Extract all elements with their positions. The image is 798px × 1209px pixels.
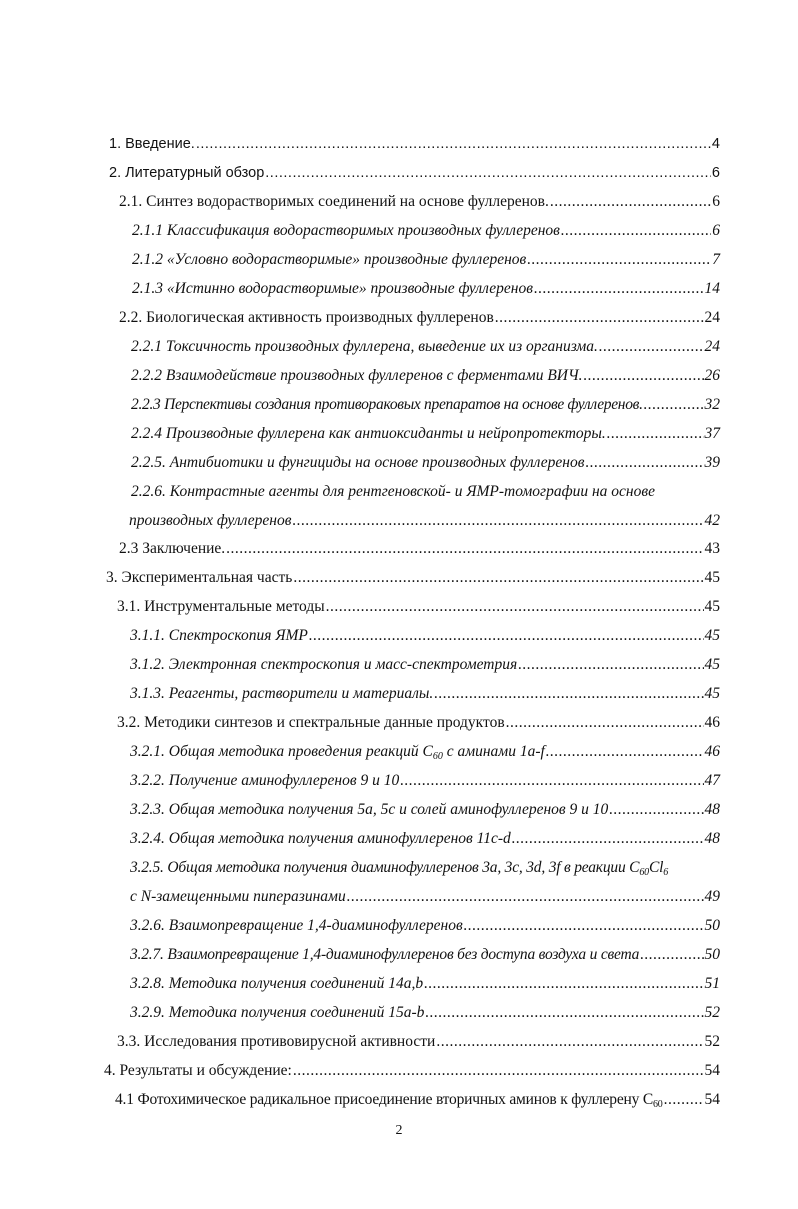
- toc-entry-page: 45: [704, 656, 720, 673]
- dot-leader: [292, 511, 703, 531]
- toc-entry-3-2-2: [130, 761, 720, 791]
- toc-entry-page: 47: [704, 772, 720, 789]
- toc-entry-title-continued: производных фуллеренов: [129, 512, 292, 529]
- dot-leader: [347, 887, 704, 907]
- toc-entry-title: 2.1.2 «Условно водорастворимые» производные фуллеренов: [132, 251, 527, 268]
- dot-leader: [424, 974, 703, 994]
- toc-entry-2: [109, 153, 720, 183]
- toc-entry-page: 51: [704, 975, 720, 992]
- title-part: 3.2.1. Общая методика проведения реакций C: [130, 743, 433, 760]
- toc-entry-2-2-6-line1: [131, 472, 720, 502]
- toc-entry-title: 3.1.3. Реагенты, растворители и материалы.: [130, 685, 434, 702]
- dot-leader: [293, 568, 703, 588]
- subscript: 60: [652, 1099, 663, 1110]
- dot-leader: [506, 713, 704, 733]
- toc-entry-title: 2.2.5. Антибиотики и фунгициды на основе производных фуллеренов: [131, 454, 585, 471]
- toc-entry-4-1: [115, 1080, 720, 1110]
- dot-leader: [546, 742, 704, 762]
- toc-entry-3-2-5: [130, 877, 720, 907]
- toc-entry-page: 52: [704, 1033, 720, 1050]
- toc-entry-3-2-6: [130, 906, 720, 936]
- dot-leader: [585, 453, 703, 473]
- toc-entry-title: 3.1. Инструментальные методы: [117, 598, 325, 615]
- toc-entry-3: [106, 558, 720, 588]
- toc-entry-page: 24: [704, 309, 720, 326]
- dot-leader: [265, 163, 711, 183]
- subscript: 6: [663, 867, 668, 878]
- dot-leader: [664, 1090, 704, 1110]
- toc-entry-title: 3.2. Методики синтезов и спектральные данные продуктов: [117, 714, 505, 731]
- toc-entry-2-3: [119, 529, 720, 559]
- toc-entry-page: 14: [704, 280, 720, 297]
- dot-leader: [607, 424, 704, 444]
- dot-leader: [518, 655, 703, 675]
- toc-entry-title: [115, 1090, 663, 1110]
- toc-entry-2-2-5: [131, 443, 720, 473]
- toc-entry-2-2-3: [131, 385, 720, 415]
- dot-leader: [425, 1003, 703, 1023]
- toc-entry-title: 3.2.9. Методика получения соединений 15a-b: [130, 1004, 425, 1021]
- toc-entry-page: 42: [704, 512, 720, 529]
- toc-entry-1: [109, 124, 720, 154]
- toc-entry-2-2: [119, 298, 720, 328]
- toc-entry-title: 2.2.2 Взаимодействие производных фуллеренов с ферментами ВИЧ.: [131, 367, 583, 384]
- dot-leader: [534, 279, 704, 299]
- toc-entry-title: 2.2.4 Производные фуллерена как антиоксиданты и нейропротекторы.: [131, 425, 606, 442]
- toc-entry-page: 45: [704, 685, 720, 702]
- toc-entry-3-1-1: [130, 616, 720, 646]
- toc-entry-title: 2.1. Синтез водорастворимых соединений на основе фуллеренов.: [119, 193, 549, 210]
- toc-entry-title: [130, 742, 545, 762]
- toc-entry-3-2-8: [130, 964, 720, 994]
- toc-entry-title: 3. Экспериментальная часть: [106, 569, 293, 586]
- toc-entry-page: 43: [704, 540, 720, 557]
- toc-entry-title: 3.1.1. Спектроскопия ЯМР: [130, 627, 308, 644]
- toc-entry-page: 7: [712, 251, 720, 268]
- toc-entry-3-2-9: [130, 993, 720, 1023]
- toc-entry-page: 48: [704, 830, 720, 847]
- toc-entry-title: 2.2.6. Контрастные агенты для рентгеновской- и ЯМР-томографии на основе: [131, 483, 655, 500]
- toc-entry-page: 46: [704, 714, 720, 731]
- toc-entry-title: 3.1.2. Электронная спектроскопия и масс-спектрометрия: [130, 656, 518, 673]
- toc-entry-title: 3.3. Исследования противовирусной активности: [117, 1033, 436, 1050]
- toc-entry-3-2: [117, 703, 720, 733]
- toc-entry-2-2-4: [131, 414, 720, 444]
- toc-entry-page: 24: [704, 338, 720, 355]
- toc-entry-3-1-2: [130, 645, 720, 675]
- toc-entry-2-1-1: [132, 211, 720, 241]
- toc-entry-3-1-3: [130, 674, 720, 704]
- toc-entry-page: 52: [704, 1004, 720, 1021]
- toc-entry-title: 2. Литературный обзор: [109, 165, 265, 181]
- toc-entry-page: 45: [704, 569, 720, 586]
- toc-entry-title: 3.2.2. Получение аминофуллеренов 9 и 10: [130, 772, 400, 789]
- dot-leader: [434, 684, 703, 704]
- dot-leader: [196, 134, 711, 154]
- toc-entry-title: 3.2.4. Общая методика получения аминофуллеренов 11c-d: [130, 830, 511, 847]
- subscript: 60: [639, 867, 649, 878]
- toc-entry-page: 39: [704, 454, 720, 471]
- toc-entry-3-1: [117, 587, 720, 617]
- dot-leader: [644, 395, 704, 415]
- dot-leader: [640, 945, 703, 965]
- toc-entry-2-1-3: [132, 269, 720, 299]
- toc-entry-2-2-1: [131, 327, 720, 357]
- dot-leader: [561, 221, 711, 241]
- dot-leader: [609, 800, 703, 820]
- subscript: 60: [432, 751, 443, 762]
- toc-entry-title: 3.2.8. Методика получения соединений 14a,b: [130, 975, 424, 992]
- toc-entry-title: 2.2.1 Токсичность производных фуллерена, выведение их из организма.: [131, 338, 598, 355]
- dot-leader: [584, 366, 704, 386]
- toc-entry-page: 6: [712, 222, 720, 239]
- dot-leader: [326, 597, 704, 617]
- page-number: 2: [395, 1123, 403, 1138]
- dot-leader: [226, 539, 703, 559]
- toc-entry-4: [104, 1051, 720, 1081]
- toc-entry-page: 54: [704, 1062, 720, 1079]
- dot-leader: [527, 250, 711, 270]
- title-part: с аминами 1a-f: [442, 743, 545, 760]
- toc-entry-page: 45: [704, 598, 720, 615]
- toc-entry-title: 2.3 Заключение.: [119, 540, 226, 557]
- toc-entry-page: 6: [711, 165, 720, 181]
- toc-entry-3-3: [117, 1022, 720, 1052]
- toc-entry-title: 2.1.3 «Истинно водорастворимые» производные фуллеренов: [132, 280, 533, 297]
- title-part: 4.1 Фотохимическое радикальное присоединение вторичных аминов к фуллерену C: [115, 1091, 653, 1108]
- dot-leader: [400, 771, 703, 791]
- toc-entry-page: 4: [711, 136, 720, 152]
- toc-entry-page: 49: [704, 888, 720, 905]
- dot-leader: [599, 337, 704, 357]
- dot-leader: [495, 308, 704, 328]
- toc-entry-page: 46: [704, 743, 720, 760]
- toc-entry-page: 32: [704, 396, 720, 413]
- dot-leader: [512, 829, 704, 849]
- dot-leader: [309, 626, 704, 646]
- toc-entry-3-2-1: [130, 732, 720, 762]
- toc-entry-title: 1. Введение.: [109, 136, 195, 152]
- toc-entry-3-2-4: [130, 819, 720, 849]
- toc-entry-2-2-2: [131, 356, 720, 386]
- toc-entry-page: 48: [704, 801, 720, 818]
- toc-entry-page: 50: [704, 917, 720, 934]
- title-part: Cl: [648, 859, 664, 876]
- dot-leader: [464, 916, 704, 936]
- dot-leader: [550, 192, 711, 212]
- toc-entry-page: 45: [704, 627, 720, 644]
- toc-entry-page: 26: [704, 367, 720, 384]
- toc-entry-title-continued: с N-замещенными пиперазинами: [130, 888, 346, 905]
- toc-entry-3-2-7: [130, 935, 720, 965]
- toc-entry-page: 6: [712, 193, 720, 210]
- toc-entry-title: 2.2.3 Перспективы создания противораковых препаратов на основе фуллеренов.: [131, 396, 643, 413]
- toc-entry-title: 2.1.1 Классификация водорастворимых производных фуллеренов: [132, 222, 560, 239]
- dot-leader: [436, 1032, 703, 1052]
- toc-entry-page: 50: [704, 946, 720, 963]
- toc-entry-title: 3.2.3. Общая методика получения 5a, 5c и солей аминофуллеренов 9 и 10: [130, 801, 609, 818]
- toc-entry-2-1-2: [132, 240, 720, 270]
- toc-entry-title: 3.2.7. Взаимопревращение 1,4-диаминофуллеренов без доступа воздуха и света: [130, 946, 640, 963]
- toc-entry-page: 54: [704, 1091, 720, 1108]
- toc-entry-title: 3.2.6. Взаимопревращение 1,4-диаминофуллеренов: [130, 917, 463, 934]
- toc-entry-3-2-3: [130, 790, 720, 820]
- toc-entry-3-2-5-line1: [130, 848, 720, 878]
- toc-entry-page: 37: [704, 425, 720, 442]
- toc-entry-2-1: [119, 182, 720, 212]
- toc-entry-title: 4. Результаты и обсуждение:: [104, 1062, 292, 1079]
- dot-leader: [293, 1061, 704, 1081]
- toc-entry-2-2-6: [129, 501, 720, 531]
- toc-entry-title: 2.2. Биологическая активность производных фуллеренов: [119, 309, 494, 326]
- title-part: 3.2.5. Общая методика получения диаминофуллеренов 3a, 3c, 3d, 3f в реакции C: [130, 859, 640, 876]
- toc-entry-title: [130, 858, 668, 878]
